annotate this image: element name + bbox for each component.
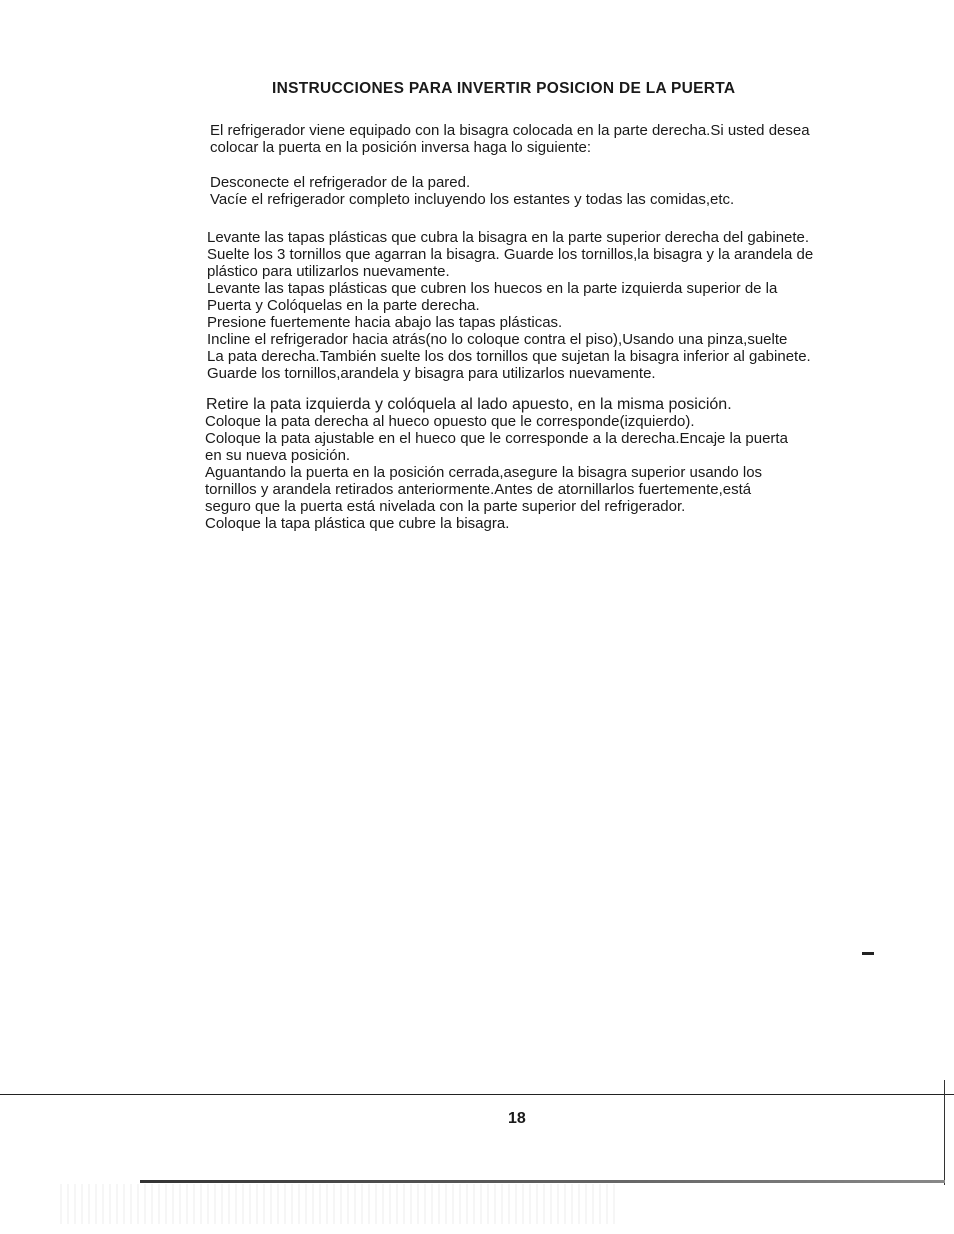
final-steps-paragraph: Coloque la pata derecha al hueco opuesto que le corresponde(izquierdo). Coloque la pata ajustable en el hueco que le corresponde a la derecha.Encaje la puerta en su nueva posición. Aguantando la puerta en la posición cerrada,asegure la bisagra superior usando los tornillos y arandela retirados anteriormente.Antes de atornillarlos fuertemente,está seguro que la puerta está nivelada con la parte superior del refrigerador. Coloque la tapa plástica que cubre la bisagra. xyxy=(205,413,788,532)
page-title: INSTRUCCIONES PARA INVERTIR POSICION DE LA PUERTA xyxy=(272,80,736,97)
intro-paragraph: El refrigerador viene equipado con la bisagra colocada en la parte derecha.Si usted desea colocar la puerta en la posición inversa haga lo siguiente: xyxy=(210,122,810,156)
page-number: 18 xyxy=(508,1110,526,1127)
scan-noise xyxy=(60,1184,620,1224)
scan-edge-bottom xyxy=(140,1180,945,1183)
footer-divider xyxy=(0,1094,954,1095)
hinge-steps-paragraph: Levante las tapas plásticas que cubra la bisagra en la parte superior derecha del gabinete. Suelte los 3 tornillos que agarran la bisagra. Guarde los tornillos,la bisagra y la arandela de plástico para utilizarlos nuevamente. Levante las tapas plásticas que cubren los huecos en la parte izquierda superior de la Puerta y Colóquelas en la parte derecha. Presione fuertemente hacia abajo las tapas plásticas. Incline el refrigerador hacia atrás(no lo coloque contra el piso),Usando una pinza,suelte La pata derecha.También suelte los dos tornillos que sujetan la bisagra inferior al gabinete. Guarde los tornillos,arandela y bisagra para utilizarlos nuevamente. xyxy=(207,229,814,382)
scan-edge-right xyxy=(944,1080,945,1185)
left-leg-step: Retire la pata izquierda y colóquela al lado apuesto, en la misma posición. xyxy=(206,396,732,413)
scan-mark xyxy=(862,952,874,955)
preparation-paragraph: Desconecte el refrigerador de la pared. Vacíe el refrigerador completo incluyendo los estantes y todas las comidas,etc. xyxy=(210,174,735,208)
